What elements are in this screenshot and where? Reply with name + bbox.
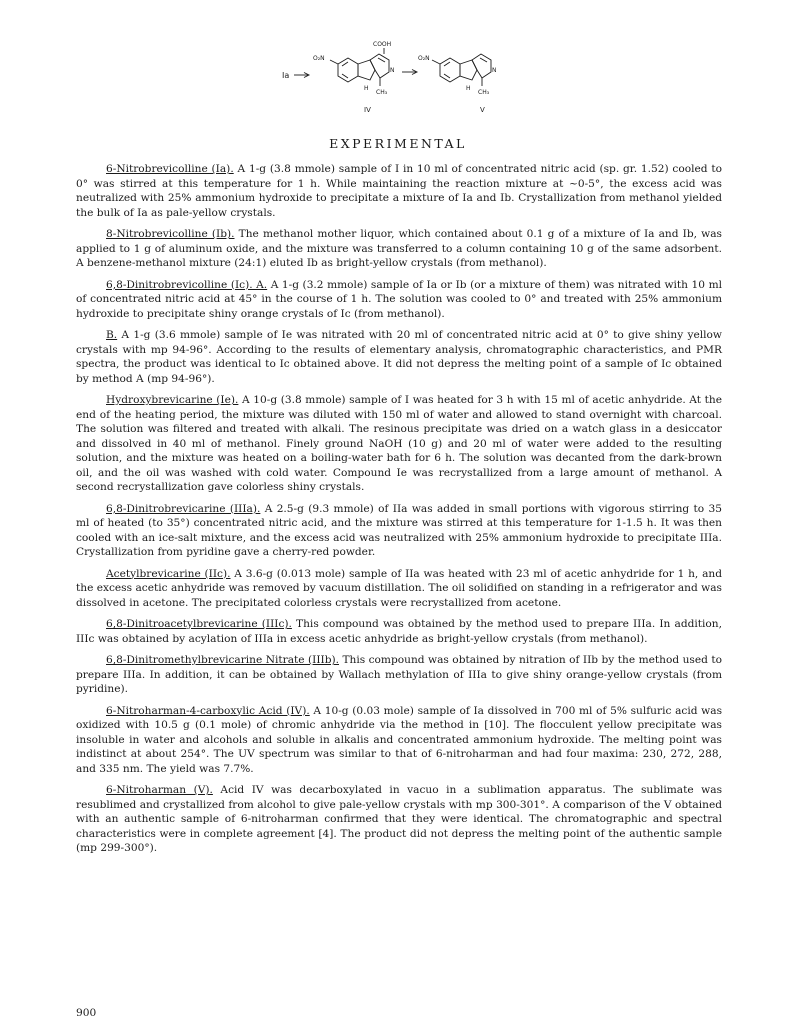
paragraph-text: A 1-g (3.6 mmole) sample of Ie was nitrated with 20 ml of concentrated nitric acid at 0° to give shiny yellow crystals with mp 94-96°. According to the results of elementary analysis, chromatographic characteristics, and PMR spectra, the product was identical to Ic obtained above. It did not depress the melting point of a sample of Ic obtained by method A (mp 94-96°). (76, 329, 722, 385)
paragraph-lead: 6-Nitroharman-4-carboxylic Acid (IV). (106, 704, 310, 717)
paragraph-text: The methanol mother liquor, which contained about 0.1 g of a mixture of Ia and Ib, was applied to 1 g of aluminum oxide, and the mixture was transferred to a column containing 10 g of the same adsorbent. A benzene-methanol mixture (24:1) eluted Ib as bright-yellow crystals (from methanol). (76, 228, 722, 269)
paragraph-ib (76, 227, 722, 271)
paragraph-text: A 1-g (3.8 mmole) sample of I in 10 ml of concentrated nitric acid (sp. gr. 1.52) cooled to 0° was stirred at this temperature for 1 h. While maintaining the reaction mixture at ~0-5°, the excess acid was neutralized with 25% ammonium hydroxide to precipitate a mixture of Ia and Ib. Crystallization from methanol yielded the bulk of Ia as pale-yellow crystals. (76, 163, 722, 219)
compound-iv-label: IV (364, 106, 371, 114)
paragraph-lead: 6,8-Dinitrobrevicolline (Ic). A. (106, 278, 268, 291)
paragraph-text: A 1-g (3.2 mmole) sample of Ia or Ib (or a mixture of them) was nitrated with 10 ml of concentrated nitric acid at 45° in the course of 1 h. The solution was cooled to 0° and treated with 25% ammonium hydroxide to precipitate shiny orange crystals of Ic (from methanol). (76, 278, 723, 320)
paragraph-lead: 6,8-Dinitromethylbrevicarine Nitrate (IIIb). (106, 654, 339, 666)
paragraph-lead: Acetylbrevicarine (IIc). (106, 567, 231, 580)
paragraph-iiia (76, 502, 722, 560)
paragraph-lead: Hydroxybrevicarine (Ie). (106, 394, 239, 406)
compound-v-structure (432, 54, 491, 86)
paragraph-lead: 8-Nitrobrevicolline (Ib). (106, 228, 235, 240)
paragraph-text: A 2.5-g (9.3 mmole) of IIa was added in small portions with vigorous stirring to 35 ml of heated (to 35°) concentrated nitric acid, and the mixture was stirred at this temperature for 1-1.5 h. It was then cooled with an ice-salt mixture, and the excess acid was neutralized with 25% ammonium hydroxide to precipitate IIIa. Crystallization from pyridine gave a cherry-red powder. (76, 502, 723, 558)
paragraph-text: A 3.6-g (0.013 mole) sample of IIa was heated with 23 ml of acetic anhydride for 1 h, and the excess acetic anhydride was removed by vacuum distillation. The oil solidified on standing in a refrigerator and was dissolved in acetone. The precipitated colorless crystals were recrystallized from acetone. (76, 567, 723, 609)
methyl-group-label-v: CH₃ (478, 89, 490, 96)
paragraph-text: A 10-g (3.8 mmole) sample of I was heated for 3 h with 15 ml of acetic anhydride. At the end of the heating period, the mixture was diluted with 150 ml of water and allowed to stand overnight with charcoal. The solution was filtered and treated with alkali. The resinous precipitate was dried on a watch glass in a desiccator and dissolved in 40 ml of methanol. Finely ground NaOH (10 g) and 20 ml of water were added to the resulting solution, and the mixture was heated on a boiling-water bath for 6 h. The solution was decanted from the dark-brown oil, and the oil was washed with cold water. Compound Ie was recrystallized from a large amount of methanol. A second recrystallization gave colorless shiny crystals. (76, 394, 722, 493)
section-heading: EXPERIMENTAL (329, 136, 467, 151)
methyl-group-label-iv: CH₃ (376, 89, 388, 96)
indole-nh-label-v: H (466, 85, 471, 92)
paragraph-text: A 10-g (0.03 mole) sample of Ia dissolved in 700 ml of 5% sulfuric acid was oxidized with 10.5 g (0.1 mole) of chromic anhydride via the method in [10]. The flocculent yellow precipitate was insoluble in water and alcohols and soluble in alkalis and concentrated ammonium hydroxide. The melting point was indistinct at about 254°. The UV spectrum was similar to that of 6-nitroharman and had four maxima: 230, 272, 288, and 335 nm. The yield was 7.7%. (76, 704, 722, 775)
nitro-group-label-v: O₂N (418, 55, 430, 62)
paragraph-text: This compound was obtained by nitration of IIb by the method used to prepare IIIa. In addition, it can be obtained by Wallach methylation of IIIa to give shiny orange-yellow crystals (from pyridine). (76, 654, 722, 695)
paragraph-ie (76, 393, 722, 495)
paragraph-lead: 6,8-Dinitroacetylbrevicarine (IIIc). (106, 618, 292, 630)
compound-v-label: V (480, 106, 485, 114)
paragraph-ic-method-a (76, 278, 722, 322)
paragraph-text: Acid IV was decarboxylated in vacuo in a sublimation apparatus. The sublimate was resublimed and crystallized from alcohol to give pale-yellow crystals with mp 300-301°. A comparison of the V obtained with an authentic sample of 6-nitroharman confirmed that they were identical. The chromatographic and spectral characteristics were in complete agreement [4]. The product did not depress the melting point of the authentic sample (mp 299-300°). (76, 784, 722, 854)
paragraph-lead: 6,8-Dinitrobrevicarine (IIIa). (106, 502, 261, 515)
paragraph-ia (76, 162, 722, 220)
reaction-scheme-drawing (280, 38, 520, 138)
paragraph-iv (76, 704, 722, 777)
indole-nh-label-iv: H (364, 85, 369, 92)
paragraph-v (76, 783, 722, 856)
paragraph-iiib (76, 653, 722, 697)
paragraph-ic-method-b (76, 328, 722, 386)
nitro-group-label-iv: O₂N (313, 55, 325, 62)
page-number: 900 (76, 1007, 97, 1019)
ring-nitrogen-label-iv: N (390, 67, 395, 74)
paragraph-lead: 6-Nitroharman (V). (106, 784, 213, 796)
reactant-label: Ia (282, 71, 290, 80)
paragraph-iiic (76, 617, 722, 646)
reaction-scheme (280, 38, 520, 138)
paragraph-iic (76, 567, 722, 611)
paragraph-lead: B. (106, 329, 118, 341)
ring-nitrogen-label-v: N (492, 67, 497, 74)
compound-iv-structure (330, 48, 389, 86)
paragraph-text: This compound was obtained by the method used to prepare IIIa. In addition, IIIc was obtained by acylation of IIIa in excess acetic anhydride as bright-yellow crystals (from methanol). (76, 618, 722, 645)
cooh-group-label: COOH (373, 41, 392, 48)
paragraph-lead: 6-Nitrobrevicolline (Ia). (106, 163, 234, 175)
experimental-body (76, 162, 722, 863)
